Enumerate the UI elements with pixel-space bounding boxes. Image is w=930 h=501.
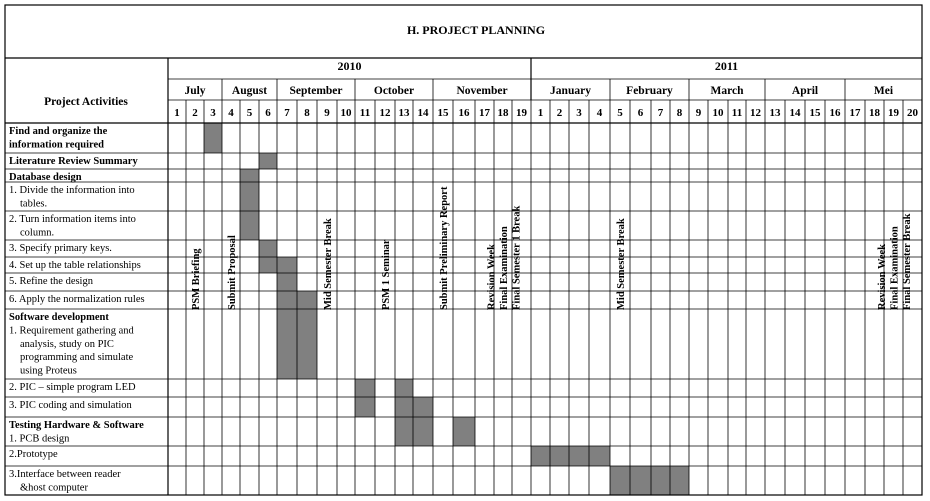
week-number: 17 <box>479 107 490 119</box>
month-label: April <box>791 85 819 97</box>
milestone-label: Final Semester 1 Break <box>511 205 523 310</box>
milestone-label: PSM Briefing <box>191 248 202 310</box>
week-number: 3 <box>576 107 582 119</box>
month-label: March <box>710 85 744 97</box>
week-number: 11 <box>359 107 371 119</box>
gantt-bar <box>240 169 259 182</box>
week-number: 15 <box>809 107 821 119</box>
week-number: 1 <box>537 107 544 119</box>
week-number: 14 <box>417 107 429 119</box>
gantt-bar <box>453 417 475 446</box>
page-title: H. PROJECT PLANNING <box>406 23 546 37</box>
activity-label: tables. <box>20 198 48 210</box>
activity-group-title: Literature Review Summary <box>9 156 138 167</box>
week-number: 4 <box>228 107 234 119</box>
week-number: 13 <box>398 107 410 119</box>
week-number: 10 <box>340 107 352 119</box>
activity-label: 5. Refine the design <box>9 276 93 287</box>
activity-label: 2. PIC – simple program LED <box>9 382 136 393</box>
week-number: 2 <box>192 107 198 119</box>
gantt-bar <box>204 123 222 153</box>
week-number: 19 <box>516 107 527 119</box>
activity-label: 6. Apply the normalization rules <box>9 294 145 305</box>
gantt-bar <box>531 446 610 466</box>
milestone-label: Revision Week <box>486 243 498 310</box>
week-number: 16 <box>829 107 841 119</box>
activity-group-title: Testing Hardware & Software <box>9 420 144 431</box>
milestone-label: Submit Proposal <box>227 235 238 310</box>
activity-group-title: Software development <box>9 312 109 323</box>
milestone-label: Final Examination <box>499 226 510 310</box>
week-number: 7 <box>657 107 664 119</box>
week-number: 17 <box>849 107 861 119</box>
week-number: 16 <box>458 107 470 119</box>
week-number: 7 <box>284 107 290 119</box>
activity-label: 1. Requirement gathering and <box>9 325 134 337</box>
gantt-bar <box>259 240 277 257</box>
milestone-label: Mid Semester Break <box>616 218 627 310</box>
activity-label: 2.Prototype <box>9 449 58 460</box>
gantt-bar <box>240 182 259 211</box>
week-number: 5 <box>246 107 253 119</box>
week-number: 8 <box>304 107 310 119</box>
week-number: 3 <box>210 107 216 119</box>
activity-label: column. <box>20 227 55 239</box>
gantt-bar <box>240 211 259 240</box>
week-number: 6 <box>637 107 644 119</box>
week-number: 9 <box>695 107 702 119</box>
activity-label: 3. PIC coding and simulation <box>9 400 132 411</box>
milestone-label: Final Examination <box>889 226 901 310</box>
activity-label: 1. PCB design <box>9 433 70 445</box>
week-number: 11 <box>731 107 743 119</box>
year-label: 2010 <box>337 59 362 73</box>
month-label: August <box>231 85 268 97</box>
activity-label: programming and simulate <box>20 352 134 364</box>
milestone-label: Submit Preliminary Report <box>439 186 450 310</box>
week-number: 13 <box>769 107 781 119</box>
week-number: 15 <box>437 107 449 119</box>
week-number: 18 <box>497 107 509 119</box>
activity-label: using Proteus <box>20 365 77 377</box>
week-number: 12 <box>750 107 761 119</box>
week-number: 2 <box>556 107 563 119</box>
gantt-bar <box>355 397 375 417</box>
week-number: 6 <box>265 107 271 119</box>
week-number: 14 <box>789 107 801 119</box>
gantt-bar <box>610 466 689 495</box>
month-label: July <box>184 85 206 97</box>
week-number: 9 <box>324 107 330 119</box>
week-number: 4 <box>596 107 603 119</box>
activity-label: 3.Interface between reader <box>9 469 121 480</box>
month-label: November <box>456 85 508 97</box>
activity-label: 3. Specify primary keys. <box>9 243 112 254</box>
month-label: October <box>373 85 415 97</box>
month-label: February <box>626 85 673 97</box>
activity-group-title: information required <box>9 139 104 151</box>
week-number: 8 <box>676 107 683 119</box>
gantt-bar <box>355 379 375 397</box>
activity-label: &host computer <box>20 482 88 494</box>
week-number: 1 <box>174 107 180 119</box>
milestone-label: PSM 1 Seminar <box>381 239 392 310</box>
activity-group-title: Find and organize the <box>9 126 108 137</box>
month-label: September <box>289 85 343 97</box>
week-number: 5 <box>617 107 623 119</box>
gantt-bar <box>259 257 297 273</box>
month-label: Mei <box>873 85 894 97</box>
month-label: January <box>550 85 591 97</box>
gantt-bar <box>395 379 413 397</box>
activity-label: 4. Set up the table relationships <box>9 260 141 271</box>
activity-label: 1. Divide the information into <box>9 185 135 196</box>
milestone-label: Revision Week <box>877 243 888 310</box>
milestone-label: Final Semester Break <box>902 213 913 310</box>
year-label: 2011 <box>714 59 739 73</box>
week-number: 10 <box>712 107 724 119</box>
activity-label: analysis, study on PIC <box>20 338 114 350</box>
activity-label: 2. Turn information items into <box>9 214 136 225</box>
week-number: 12 <box>379 107 391 119</box>
gantt-bar <box>259 153 277 169</box>
gantt-bar <box>277 273 297 291</box>
week-number: 20 <box>907 107 918 119</box>
gantt-bar <box>395 417 433 446</box>
milestone-label: Mid Semester Break <box>323 218 334 310</box>
activity-group-title: Database design <box>9 172 82 183</box>
week-number: 19 <box>888 107 899 119</box>
project-activities-header: Project Activities <box>44 96 128 108</box>
week-number: 18 <box>869 107 880 119</box>
gantt-bar <box>395 397 433 417</box>
